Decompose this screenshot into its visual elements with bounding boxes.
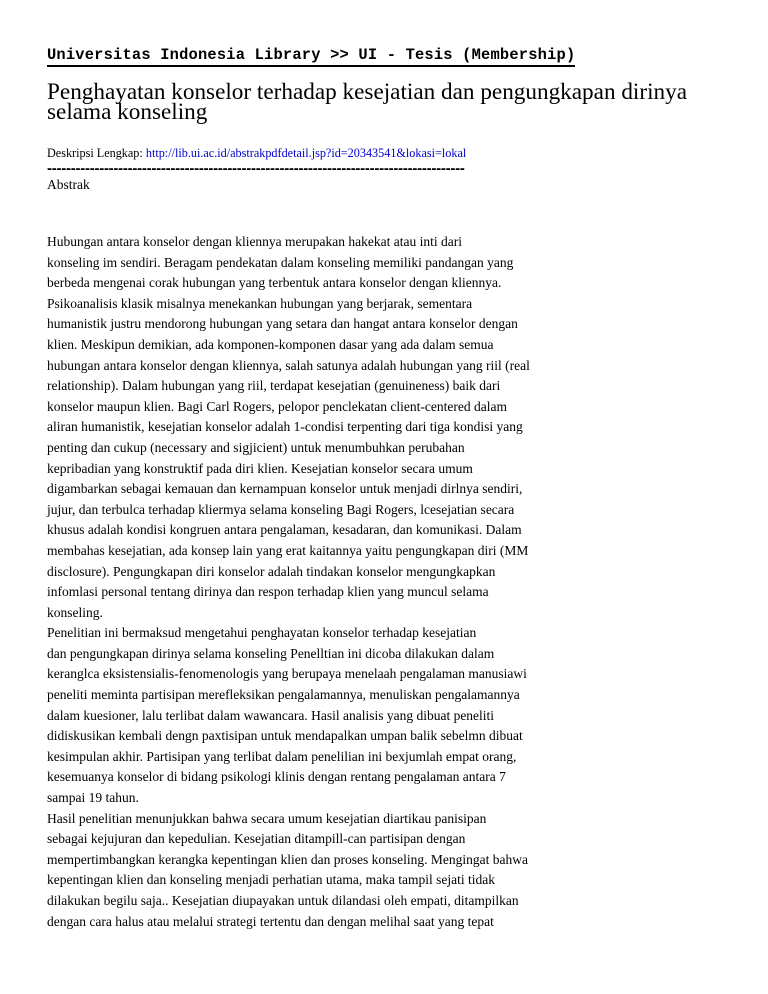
abstract-line: disclosure). Pengungkapan diri konselor adalah tindakan konselor mengungkapkan <box>47 563 496 579</box>
abstract-line: Hasil penelitian menunjukkan bahwa secara umum kesejatian diartikau panisipan <box>47 810 487 826</box>
abstract-line: kepentingan klien dan konseling menjadi perhatian utama, maka tampil sejati tidak <box>47 872 495 888</box>
description-link[interactable]: http://lib.ui.ac.id/abstrakpdfdetail.jsp?id=20343541&lokasi=lokal <box>145 146 467 160</box>
page-title: Penghayatan konselor terhadap kesejatian dan pengungkapan dirinya selama konseling <box>47 79 688 125</box>
abstract-line: sebagai kejujuran dan kepedulian. Kesejatian ditampill-can partisipan dengan <box>47 831 466 847</box>
abstract-line: mempertimbangkan kerangka kepentingan klien dan proses konseling. Mengingat bahwa <box>47 851 528 867</box>
abstract-line: kepribadian yang konstruktif pada diri klien. Kesejatian konselor secara umum <box>47 460 473 476</box>
abstract-line: konseling im sendiri. Beragam pendekatan dalam konseling memiliki pandangan yang <box>47 254 514 270</box>
breadcrumb[interactable]: Universitas Indonesia Library >> UI - Tesis (Membership) <box>47 46 575 67</box>
description-label: Deskripsi Lengkap: <box>47 146 143 160</box>
abstract-line: sampai 19 tahun. <box>47 790 139 806</box>
abstract-body <box>47 232 727 932</box>
abstract-line: konselor maupun klien. Bagi Carl Rogers, pelopor penclekatan client-centered dalam <box>47 398 507 414</box>
abstract-line: humanistik justru mendorong hubungan yang setara dan hangat antara konselor dengan <box>47 316 518 332</box>
abstract-line: Hubungan antara konselor dengan kliennya merupakan hakekat atau inti dari <box>47 234 462 249</box>
abstract-line: dilakukan begilu saja.. Kesejatian diupayakan untuk dilandasi oleh empati, ditampilkan <box>47 893 519 908</box>
abstract-line: khusus adalah kondisi kongruen antara pengalaman, kesadaran, dan komunikasi. Dalam <box>47 522 522 538</box>
abstract-line: Psikoanalisis klasik misalnya menekankan hubungan yang berjarak, sementara <box>47 295 473 311</box>
divider: ---------------------------------------------------------------------------------------- <box>47 160 465 177</box>
abstract-line: konseling. <box>47 604 103 620</box>
abstract-line: peneliti meminta partisipan merefleksikan pengalamannya, menuliskan pengalamannya <box>47 687 520 703</box>
abstract-line: keranglca eksistensialis-fenomenologis yang berupaya menelaah pengalaman manusiawi <box>47 666 527 682</box>
abstract-line: jujur, dan terbulca terhadap kliermya selama konseling Bagi Rogers, lcesejatian secara <box>47 501 515 517</box>
abstract-line: dengan cara halus atau melalui strategi tertentu dan dengan melihal saat yang tepat <box>47 913 494 929</box>
abstract-line: hubungan antara konselor dengan kliennya, salah satunya adalah hubungan yang riil (real <box>47 357 530 373</box>
abstract-line: kesimpulan akhir. Partisipan yang terlibat dalam penelilian ini bexjumlah empat orang, <box>47 748 517 764</box>
abstract-line: berbeda mengenai corak hubungan yang terbentuk antara konselor dengan kliennya. <box>47 275 502 291</box>
abstract-line: membahas kesejatian, ada konsep lain yang erat kaitannya yaitu pengungkapan diri (MM <box>47 542 529 558</box>
abstract-line: aliran humanistik, kesejatian konselor adalah 1-condisi terpenting dari tiga kondisi yang <box>47 419 523 435</box>
description-row <box>47 146 466 161</box>
abstract-line: klien. Meskipun demikian, ada komponen-komponen dasar yang ada dalam semua <box>47 336 494 352</box>
abstract-line: digambarkan sebagai kemauan dan kernampuan konselor untuk menjadi dirlnya sendiri, <box>47 481 523 497</box>
abstract-line: didiskusikan kembali dengn paxtisipan untuk mendapalkan umpan balik sebelmn dibuat <box>47 728 523 744</box>
abstract-line: dan pengungkapan dirinya selama konseling Penelltian ini dicoba dilakukan dalam <box>47 645 495 661</box>
abstract-line: infomlasi personal tentang dirinya dan respon terhadap klien yang muncul selama <box>47 584 489 600</box>
abstract-line: Penelitian ini bermaksud mengetahui penghayatan konselor terhadap kesejatian <box>47 625 477 641</box>
abstract-line: kesemuanya konselor di bidang psikologi klinis dengan rentang pengalaman antara 7 <box>47 769 506 785</box>
abstract-line: relationship). Dalam hubungan yang riil, terdapat kesejatian (genuineness) baik dari <box>47 378 501 394</box>
abstract-line: dalam kuesioner, lalu terlibat dalam wawancara. Hasil analisis yang dibuat peneliti <box>47 707 495 723</box>
abstract-line: penting dan cukup (necessary and sigjicient) untuk menumbuhkan perubahan <box>47 439 465 455</box>
abstract-heading: Abstrak <box>47 177 90 192</box>
